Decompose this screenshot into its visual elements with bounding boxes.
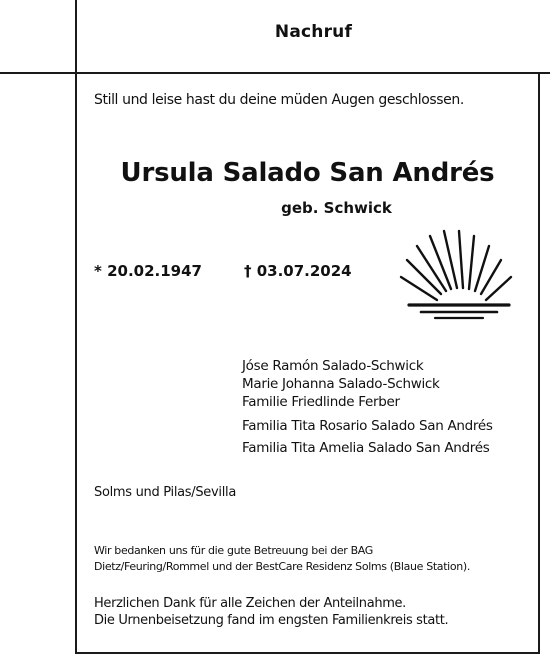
thanks-paragraph — [94, 543, 470, 575]
closing-paragraph — [94, 595, 448, 629]
mourner-name: Familie Friedlinde Ferber — [242, 394, 400, 410]
mourner-name: Marie Johanna Salado-Schwick — [242, 376, 440, 392]
sunset-icon — [397, 222, 519, 324]
mourner-name: Familia Tita Amelia Salado San Andrés — [242, 440, 490, 456]
place-line: Solms und Pilas/Sevilla — [94, 485, 236, 500]
death-date: † 03.07.2024 — [244, 262, 352, 280]
mourners-list — [242, 357, 493, 457]
maiden-name: geb. Schwick — [281, 199, 392, 217]
deceased-name: Ursula Salado San Andrés — [120, 158, 495, 188]
mourner-name: Jóse Ramón Salado-Schwick — [242, 358, 424, 374]
birth-date: * 20.02.1947 — [94, 262, 202, 280]
intro-line: Still und leise hast du deine müden Augen geschlossen. — [94, 92, 464, 108]
thanks-line: Wir bedanken uns für die gute Betreuung bei der BAG — [94, 544, 373, 557]
closing-line: Herzlichen Dank für alle Zeichen der Anteilnahme. — [94, 596, 406, 611]
mourner-name: Familia Tita Rosario Salado San Andrés — [242, 418, 493, 434]
obituary-notice — [75, 72, 540, 654]
closing-line: Die Urnenbeisetzung fand im engsten Familienkreis statt. — [94, 613, 449, 628]
thanks-line: Dietz/Feuring/Rommel und der BestCare Residenz Solms (Blaue Station). — [94, 560, 470, 573]
page-title: Nachruf — [274, 22, 353, 42]
